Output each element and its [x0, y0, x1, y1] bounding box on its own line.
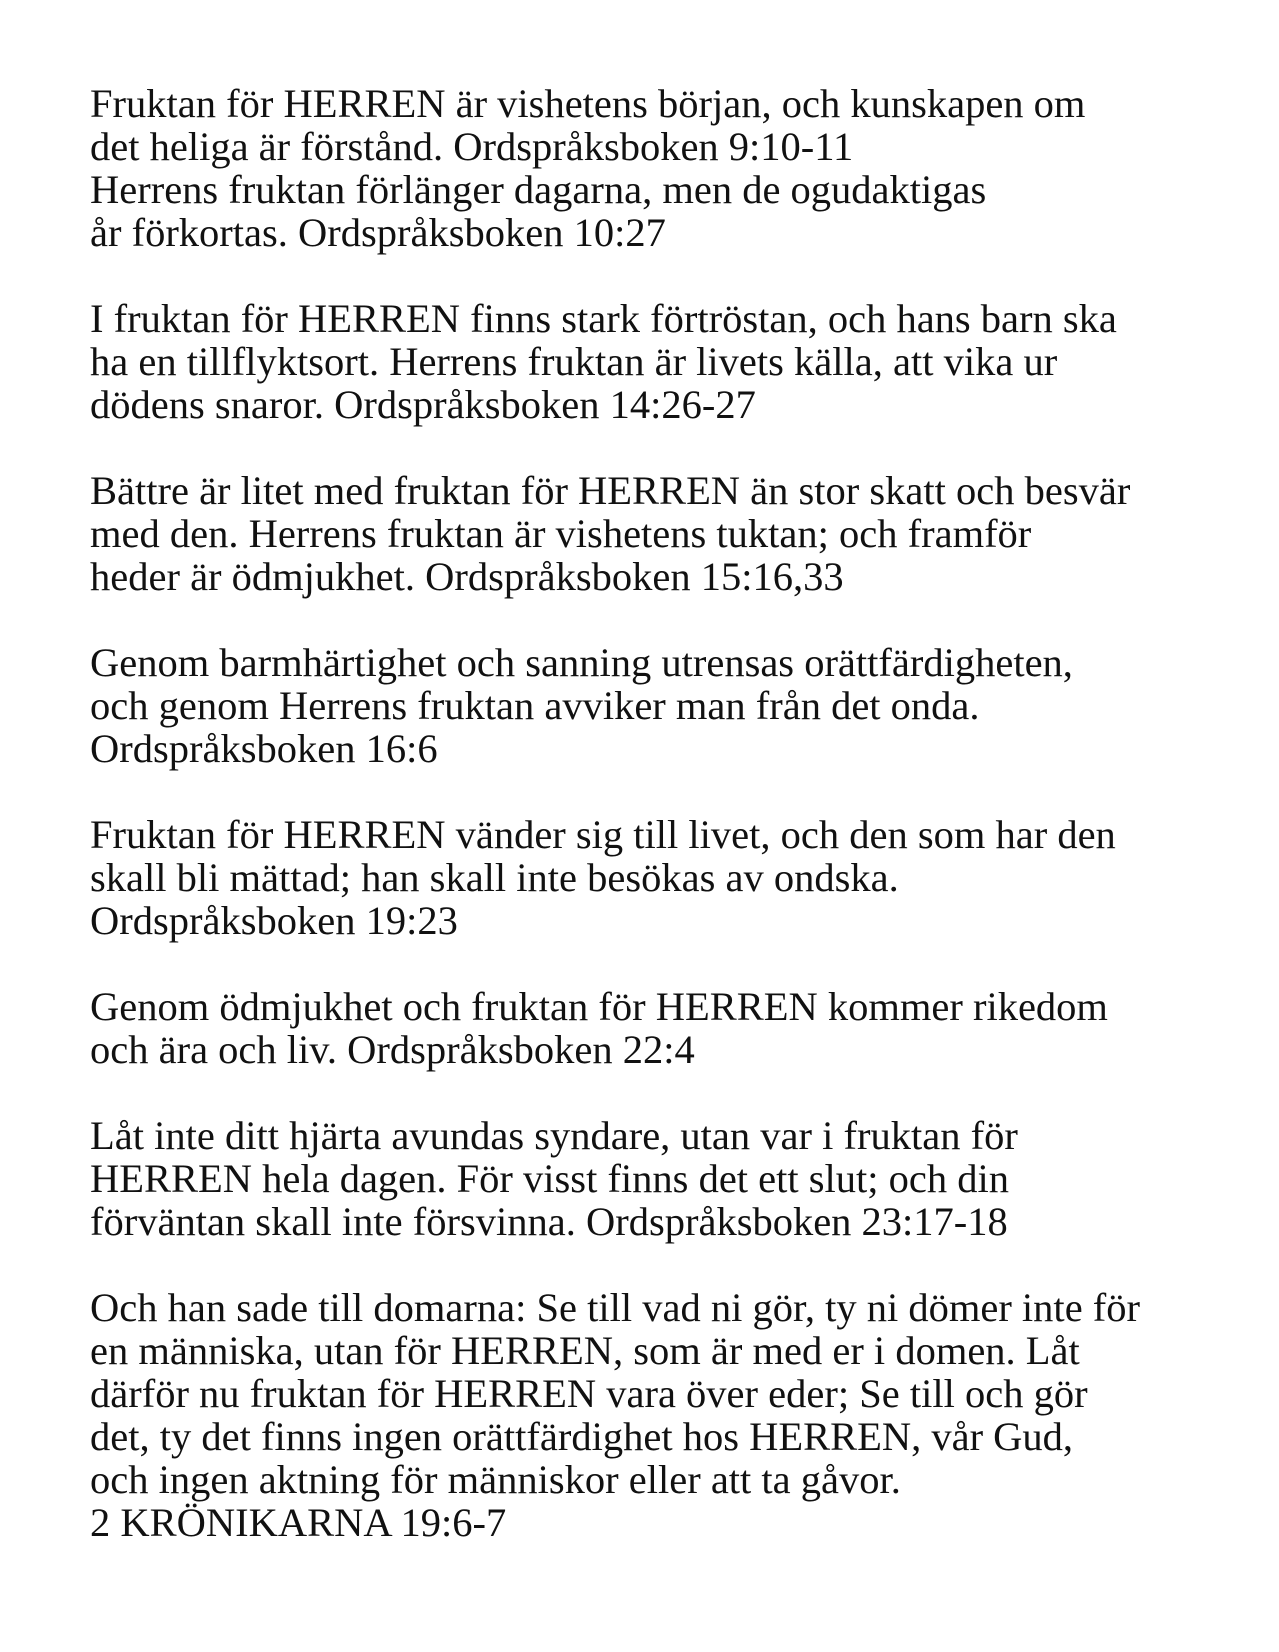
text-line: heder är ödmjukhet. Ordspråksboken 15:16,33	[90, 554, 844, 599]
text-line: Fruktan för HERREN är vishetens början, och kunskapen om	[90, 81, 1086, 126]
paragraph-4	[90, 641, 1210, 770]
text-line: Genom barmhärtighet och sanning utrensas orättfärdigheten,	[90, 640, 1073, 685]
paragraph-5	[90, 813, 1210, 942]
text-line: Fruktan för HERREN vänder sig till livet, och den som har den	[90, 812, 1116, 857]
text-line: och genom Herrens fruktan avviker man från det onda.	[90, 683, 980, 728]
paragraph-2	[90, 297, 1210, 426]
text-line: dödens snaror. Ordspråksboken 14:26-27	[90, 382, 756, 427]
text-line: därför nu fruktan för HERREN vara över eder; Se till och gör	[90, 1371, 1088, 1416]
text-line: Herrens fruktan förlänger dagarna, men de ogudaktigas	[90, 167, 987, 212]
paragraph-6	[90, 985, 1210, 1071]
text-line: det, ty det finns ingen orättfärdighet hos HERREN, vår Gud,	[90, 1414, 1074, 1459]
text-line: Ordspråksboken 19:23	[90, 898, 458, 943]
text-line: Genom ödmjukhet och fruktan för HERREN kommer rikedom	[90, 984, 1108, 1029]
text-line: förväntan skall inte försvinna. Ordspråksboken 23:17-18	[90, 1199, 1008, 1244]
text-line: det heliga är förstånd. Ordspråksboken 9:10-11	[90, 124, 854, 169]
text-line: Låt inte ditt hjärta avundas syndare, utan var i fruktan för	[90, 1113, 1018, 1158]
text-line: I fruktan för HERREN finns stark förtröstan, och hans barn ska	[90, 296, 1117, 341]
text-line: Bättre är litet med fruktan för HERREN än stor skatt och besvär	[90, 468, 1131, 513]
text-line: ha en tillflyktsort. Herrens fruktan är livets källa, att vika ur	[90, 339, 1058, 384]
text-line: Och han sade till domarna: Se till vad ni gör, ty ni dömer inte för	[90, 1285, 1141, 1330]
text-line: Ordspråksboken 16:6	[90, 726, 438, 771]
text-line: en människa, utan för HERREN, som är med er i domen. Låt	[90, 1328, 1080, 1373]
text-line: och ära och liv. Ordspråksboken 22:4	[90, 1027, 695, 1072]
paragraph-1	[90, 82, 1210, 254]
document-page	[90, 82, 1210, 1587]
scripture-reference: 2 KRÖNIKARNA 19:6-7	[90, 1500, 507, 1545]
text-line: HERREN hela dagen. För visst finns det ett slut; och din	[90, 1156, 1010, 1201]
text-line: skall bli mättad; han skall inte besökas av ondska.	[90, 855, 899, 900]
text-line: med den. Herrens fruktan är vishetens tuktan; och framför	[90, 511, 1032, 556]
text-line: och ingen aktning för människor eller att ta gåvor.	[90, 1457, 901, 1502]
text-line: år förkortas. Ordspråksboken 10:27	[90, 210, 666, 255]
paragraph-8	[90, 1286, 1210, 1544]
paragraph-3	[90, 469, 1210, 598]
paragraph-7	[90, 1114, 1210, 1243]
